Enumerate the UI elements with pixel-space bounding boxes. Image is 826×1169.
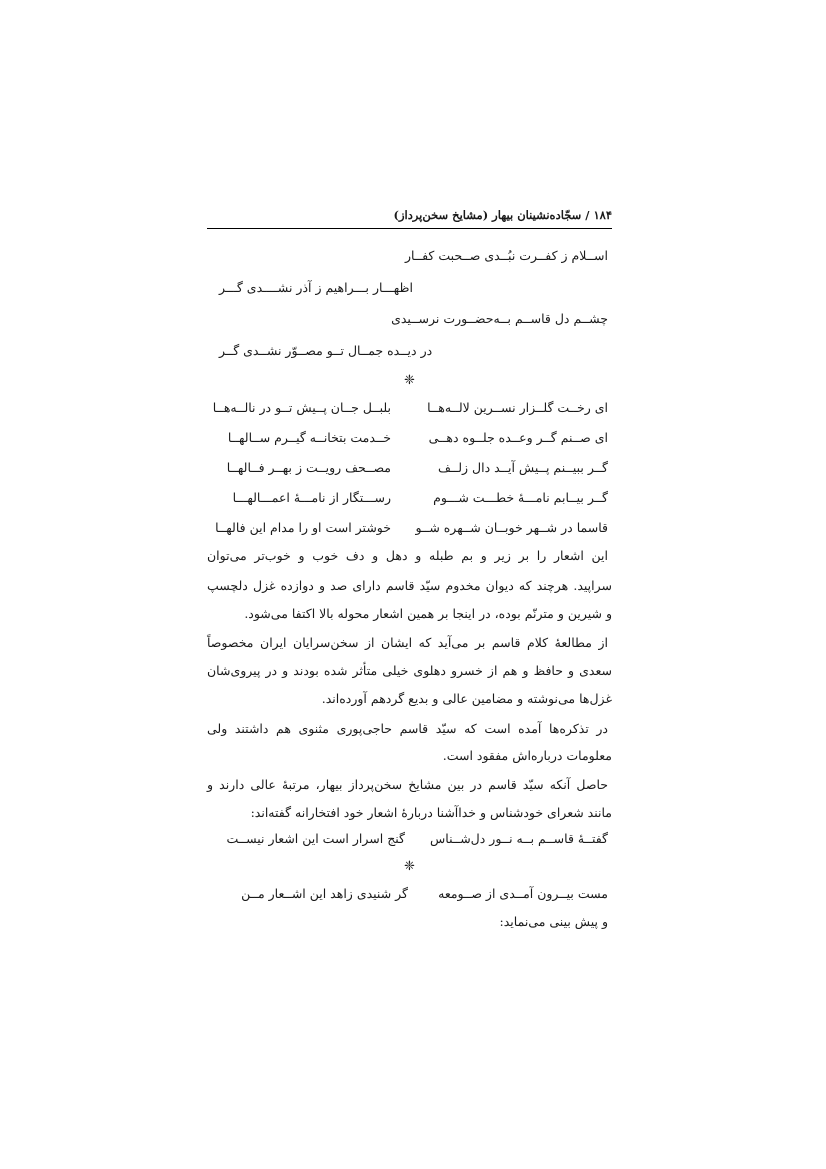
verse-line: در دیــده جمــال تــو مصــوّر نشــدی گــر bbox=[219, 343, 433, 358]
verse-line: اســلام ز کفــرت نبُــدی صــحبت کفــار bbox=[404, 248, 608, 263]
running-head: ۱۸۴ / سجّاده‌نشینان بیهار (مشایخ سخن‌پرداز) bbox=[393, 208, 612, 222]
hemistich-first: قاسما در شــهر خوبــان شــهره شــو bbox=[415, 520, 608, 535]
hemistich-first: مست بیــرون آمــدی از صــومعه bbox=[438, 886, 608, 901]
hemistich-first: ای رخــت گلــزار نســرین لالــه‌هــا bbox=[427, 400, 608, 415]
paragraph-line: معلومات درباره‌اش مفقود است. bbox=[442, 748, 612, 763]
paragraph-line: سعدی و حافظ و هم از خسرو دهلوی خیلی متأثر شده بودند و در پیروی‌شان bbox=[207, 663, 612, 678]
hemistich-second: گر شنیدی زاهد این اشــعار مــن bbox=[241, 886, 408, 901]
hemistich-second: خــدمت بتخانــه گیــرم ســالهــا bbox=[227, 430, 391, 445]
hemistich-second: مصــحف رویــت ز بهــر فــالهــا bbox=[226, 460, 391, 475]
paragraph-line: مانند شعرای خودشناس و خداآشنا دربارهٔ اشعار خود افتخارانه گفته‌اند: bbox=[250, 805, 612, 820]
paragraph-line: این اشعار را بر زیر و بم طبله و دهل و دف خوب و خوب‌تر می‌توان bbox=[207, 548, 608, 563]
hemistich-second: گنج اسرار است این اشعار نیســت bbox=[226, 831, 405, 846]
header-rule bbox=[207, 228, 612, 229]
separator-ornament: ❈ bbox=[404, 373, 415, 388]
paragraph-line: از مطالعهٔ کلام قاسم بر می‌آید که ایشان از سخن‌سرایان ایران مخصوصاً bbox=[207, 635, 608, 650]
paragraph-line: غزل‌ها می‌نوشته و مضامین عالی و بدیع گردهم آورده‌اند. bbox=[321, 691, 612, 706]
verse-line: اظهـــار بـــراهیم ز آذر نشــــدی گـــر bbox=[219, 280, 413, 295]
paragraph-line: حاصل آنکه سیّد قاسم در بین مشایخ سخن‌پرداز بیهار، مرتبهٔ عالی دارند و bbox=[207, 777, 608, 792]
book-page bbox=[207, 200, 612, 940]
hemistich-first: گــر ببیــنم پــیش آیــد دال زلــف bbox=[437, 460, 608, 475]
closing-line: و پیش بینی می‌نماید: bbox=[499, 914, 608, 929]
hemistich-first: گــر بیــابم نامـــهٔ خطـــت شـــوم bbox=[433, 490, 608, 505]
paragraph-line: در تذکره‌ها آمده است که سیّد قاسم حاجی‌پوری مثنوی هم داشتند ولی bbox=[207, 721, 608, 736]
hemistich-second: خوشتر است او را مدام این فالهــا bbox=[215, 520, 391, 535]
paragraph-line: و شیرین و مترنّم بوده، در اینجا بر همین اشعار محوله بالا اکتفا می‌شود. bbox=[244, 606, 612, 621]
hemistich-second: رســـتگار از نامـــهٔ اعمـــالهـــا bbox=[232, 490, 391, 505]
separator-ornament: ❈ bbox=[404, 859, 415, 874]
verse-line: چشــم دل قاســم بــه‌حضــورت نرســیدی bbox=[391, 311, 608, 326]
paragraph-line: سراپید. هرچند که دیوان مخدوم سیّد قاسم دارای صد و دوازده غزل دلچسپ bbox=[207, 578, 612, 593]
hemistich-first: گفتــهٔ قاســم بــه نــور دل‌شــناس bbox=[430, 831, 608, 846]
hemistich-second: بلبــل جــان پــیش تــو در نالــه‌هــا bbox=[212, 400, 391, 415]
hemistich-first: ای صــنم گــر وعــده جلــوه دهــی bbox=[428, 430, 608, 445]
